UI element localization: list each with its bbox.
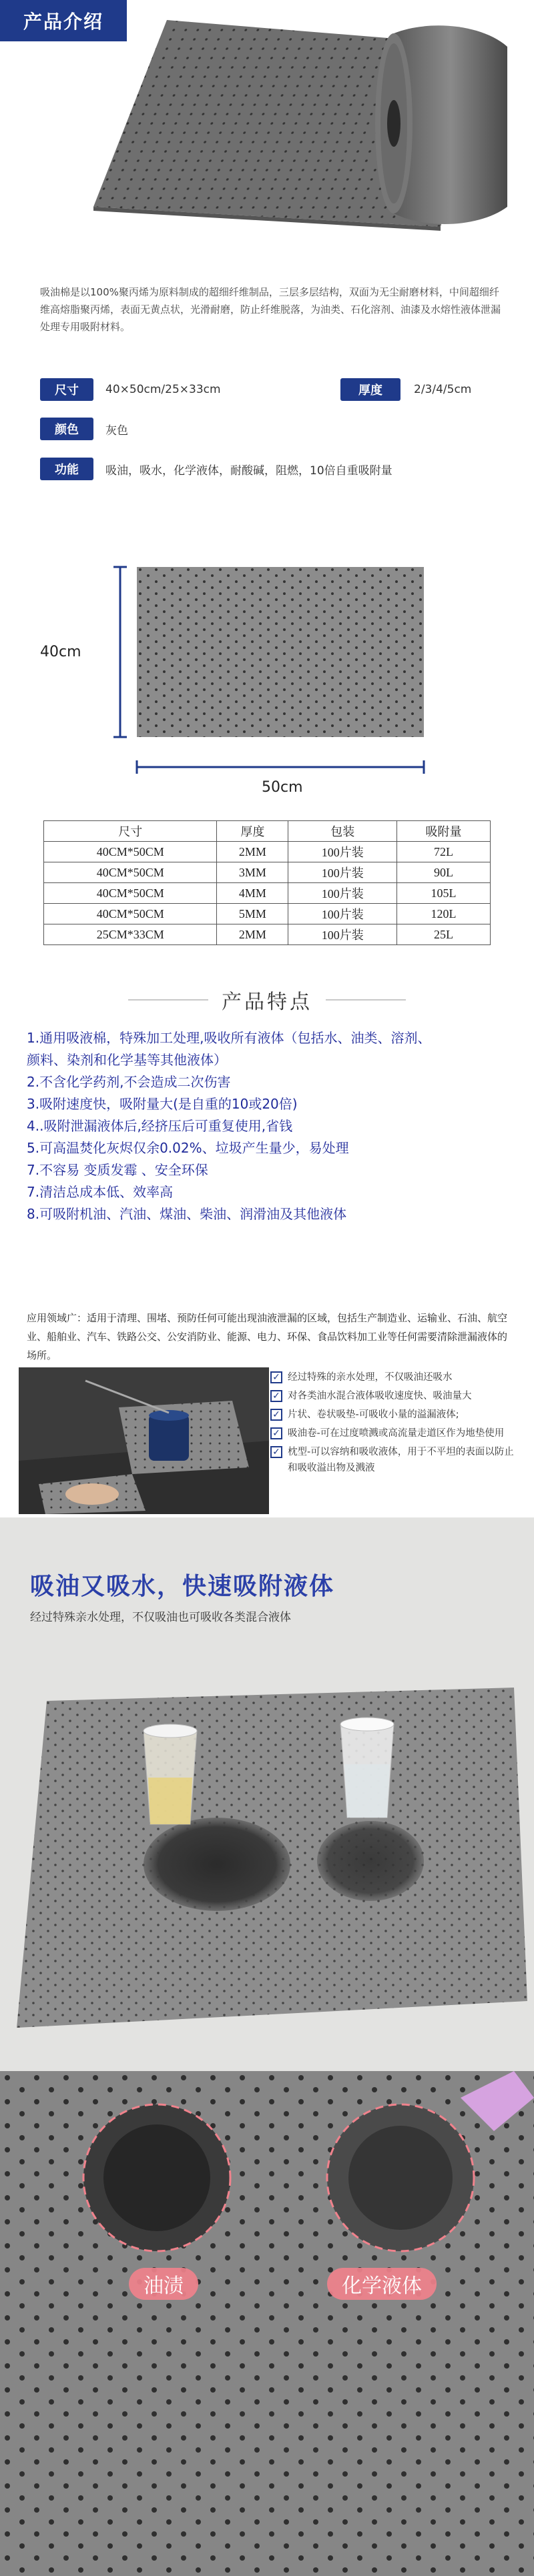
spec-table <box>43 820 491 945</box>
table-row <box>44 862 491 883</box>
checklist-item <box>270 1388 517 1404</box>
intro-badge: 产品介绍 <box>0 0 127 41</box>
benefit-checklist <box>270 1369 517 1479</box>
feature-item: 7.清洁总成本低、效率高 <box>27 1184 174 1200</box>
color-label: 颜色 <box>40 418 93 440</box>
table-row <box>44 842 491 862</box>
checklist-text: 枕型-可以容纳和吸收液体，用于不平坦的表面以防止和吸收溢出物及溅液 <box>288 1447 514 1473</box>
table-header: 吸附量 <box>397 821 491 842</box>
usage-photo <box>19 1367 269 1514</box>
checkmark-icon: ✓ <box>270 1409 282 1421</box>
checkmark-icon: ✓ <box>270 1427 282 1439</box>
features-title: 产品特点 <box>222 991 312 1014</box>
checklist-text: 对各类油水混合液体吸收速度快、吸油量大 <box>288 1391 472 1401</box>
table-cell: 120L <box>397 904 491 924</box>
size-spec-section <box>0 500 534 984</box>
absorption-section <box>0 1517 534 2576</box>
table-header: 尺寸 <box>44 821 217 842</box>
table-cell: 40CM*50CM <box>44 904 217 924</box>
table-row <box>44 924 491 945</box>
function-value: 吸油，吸水，化学液体，耐酸碱，阻燃，10倍自重吸附量 <box>105 464 392 478</box>
checklist-item <box>270 1407 517 1423</box>
checklist-text: 经过特殊的亲水处理，不仅吸油还吸水 <box>288 1372 453 1383</box>
size-value: 40×50cm/25×33cm <box>105 383 221 396</box>
checkmark-icon: ✓ <box>270 1446 282 1458</box>
table-cell: 4MM <box>217 883 288 904</box>
absorption-demo-image <box>0 1628 534 2061</box>
checklist-text: 片状、卷状吸垫-可吸收小量的溢漏液体; <box>288 1409 459 1420</box>
feature-item: 8.可吸附机油、汽油、煤油、柴油、润滑油及其他液体 <box>27 1206 347 1222</box>
thickness-value: 2/3/4/5cm <box>414 383 472 396</box>
table-cell: 40CM*50CM <box>44 862 217 883</box>
product-intro-section <box>0 0 534 500</box>
height-dimension-label: 40cm <box>40 644 81 660</box>
feature-list <box>27 1027 514 1225</box>
table-row <box>44 904 491 924</box>
thickness-label: 厚度 <box>340 378 400 401</box>
feature-item: 7.不容易 变质发霉 、安全环保 <box>27 1162 208 1178</box>
table-cell: 2MM <box>217 924 288 945</box>
checklist-item <box>270 1444 517 1476</box>
application-text: 应用领域广：适用于清理、围堵、预防任何可能出现油液泄漏的区域，包括生产制造业、运输业、石油、航空业、船舶业、汽车、铁路公交、公安消防业、能源、电力、环保、食品饮料加工业等任何需要清除泄漏液体的场所。 <box>27 1312 508 1361</box>
checkmark-icon: ✓ <box>270 1390 282 1402</box>
absorbent-roll-image <box>80 7 521 237</box>
function-label: 功能 <box>40 458 93 480</box>
table-header: 包装 <box>288 821 397 842</box>
feature-item: 4..吸附泄漏液体后,经挤压后可重复使用,省钱 <box>27 1118 293 1134</box>
product-description: 吸油棉是以100%聚丙烯为原料制成的超细纤维制品，三层多层结构，双面为无尘耐磨材料，中间超细纤维高熔脂聚丙烯，表面无黄点状，光滑耐磨，防止纤维脱落，为油类、石化溶剂、油漆及水熔性液体泄漏处理专用吸附材料。 <box>40 286 501 333</box>
table-cell: 100片装 <box>288 904 397 924</box>
feature-item: 颜料、染剂和化学基等其他液体） <box>27 1052 227 1068</box>
table-cell: 40CM*50CM <box>44 883 217 904</box>
features-header <box>0 984 534 1016</box>
header-divider <box>326 999 406 1001</box>
header-divider <box>128 999 208 1001</box>
checklist-item <box>270 1369 517 1385</box>
table-cell: 100片装 <box>288 883 397 904</box>
feature-item: 3.吸附速度快，吸附量大(是自重的10或20倍) <box>27 1096 298 1112</box>
absorption-closeup-image <box>0 2071 534 2576</box>
table-cell: 5MM <box>217 904 288 924</box>
table-cell: 100片装 <box>288 842 397 862</box>
table-cell: 25CM*33CM <box>44 924 217 945</box>
table-cell: 72L <box>397 842 491 862</box>
table-cell: 100片装 <box>288 924 397 945</box>
table-cell: 105L <box>397 883 491 904</box>
absorption-subtitle: 经过特殊亲水处理，不仅吸油也可吸收各类混合液体 <box>30 1611 291 1624</box>
table-header: 厚度 <box>217 821 288 842</box>
color-value: 灰色 <box>105 424 128 438</box>
spec-function-row <box>40 456 392 482</box>
table-row <box>44 883 491 904</box>
width-dimension-label: 50cm <box>262 779 303 796</box>
oil-stain-tag: 油渍 <box>129 2268 198 2300</box>
table-header-row <box>44 821 491 842</box>
table-cell: 90L <box>397 862 491 883</box>
checklist-text: 吸油卷-可在过度喷溅或高流量走道区作为地垫使用 <box>288 1428 505 1439</box>
feature-item: 5.可高温焚化灰烬仅余0.02%、垃圾产生量少，易处理 <box>27 1140 349 1156</box>
absorption-title: 吸油又吸水，快速吸附液体 <box>30 1573 335 1600</box>
table-cell: 100片装 <box>288 862 397 883</box>
table-cell: 25L <box>397 924 491 945</box>
checklist-item <box>270 1425 517 1441</box>
chemical-liquid-tag: 化学液体 <box>327 2268 437 2300</box>
table-cell: 3MM <box>217 862 288 883</box>
spec-size-row <box>40 377 221 402</box>
size-label: 尺寸 <box>40 378 93 401</box>
table-cell: 2MM <box>217 842 288 862</box>
table-cell: 40CM*50CM <box>44 842 217 862</box>
feature-item: 1.通用吸液棉，特殊加工处理,吸收所有液体（包括水、油类、溶剂、 <box>27 1030 431 1046</box>
features-section <box>0 984 534 1517</box>
checkmark-icon: ✓ <box>270 1371 282 1383</box>
feature-item: 2.不含化学药剂,不会造成二次伤害 <box>27 1074 231 1090</box>
spec-color-row <box>40 416 128 442</box>
